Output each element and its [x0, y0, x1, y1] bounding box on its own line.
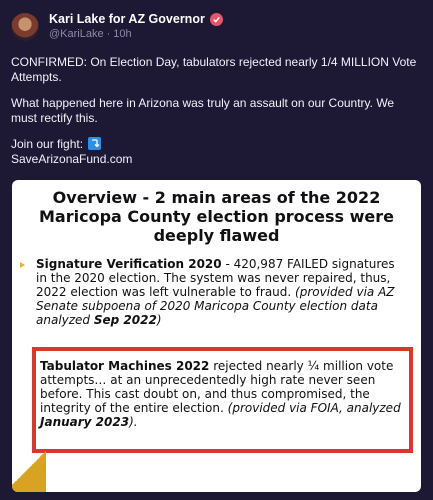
post-body [11, 55, 422, 167]
post-paragraph-2: What happened here in Arizona was truly an assault on our Country. We must rectify this. [11, 96, 395, 125]
signature-verification-bullet [36, 257, 406, 327]
bullet-source: (provided via AZ Senate subpoena of 2020 Maricopa County election data analyzed [36, 285, 395, 327]
post-meta [49, 28, 223, 40]
post-join [11, 137, 422, 167]
box-source: (provided via FOIA, analyzed [227, 401, 401, 415]
bullet-source-end: ) [156, 313, 162, 327]
box-lead: Tabulator Machines 2022 [40, 359, 210, 373]
author-handle[interactable]: @KariLake [49, 28, 104, 40]
bullet-arrow-icon [20, 262, 25, 268]
name-row [49, 12, 223, 26]
avatar[interactable] [11, 13, 39, 41]
bullet-text: - 420,987 FAILED signatures in the 2020 election. The system was never repaired, thus, 2022 election was left vulnerable to fraud. [36, 257, 395, 299]
post-header [11, 12, 422, 41]
bullet-source-date: Sep 2022 [93, 313, 157, 327]
author-block [49, 12, 223, 40]
join-label: Join our fight: [11, 137, 84, 151]
image-title [12, 188, 421, 245]
bullet-lead: Signature Verification 2020 [36, 257, 222, 271]
box-source-date: January 2023 [40, 415, 130, 429]
post-paragraph-1: CONFIRMED: On Election Day, tabulators rejected nearly 1/4 MILLION Vote Attempts. [11, 55, 417, 84]
author-name[interactable]: Kari Lake for AZ Governor [49, 12, 205, 26]
corner-decoration [12, 444, 46, 492]
post-time[interactable]: 10h [113, 28, 132, 40]
box-source-end: ). [129, 415, 138, 429]
image-title-line-1: Overview - 2 main areas of the 2022 [52, 188, 381, 207]
meta-separator: · [106, 28, 111, 40]
arrow-right-hook-emoji-icon [88, 137, 101, 150]
verified-badge-icon [210, 13, 223, 26]
post-link[interactable]: SaveArizonaFund.com [11, 152, 133, 166]
image-title-line-3: deeply flawed [153, 226, 280, 245]
box-text: rejected nearly ¼ million vote attempts… at an unprecedentedly high rate never seen before. This cast doubt on, and thus compromised, the integrity of the entire election. [40, 359, 394, 415]
image-title-line-2: Maricopa County election process were [39, 207, 394, 226]
attached-image[interactable] [12, 180, 421, 492]
tabulator-machines-text [40, 359, 406, 429]
